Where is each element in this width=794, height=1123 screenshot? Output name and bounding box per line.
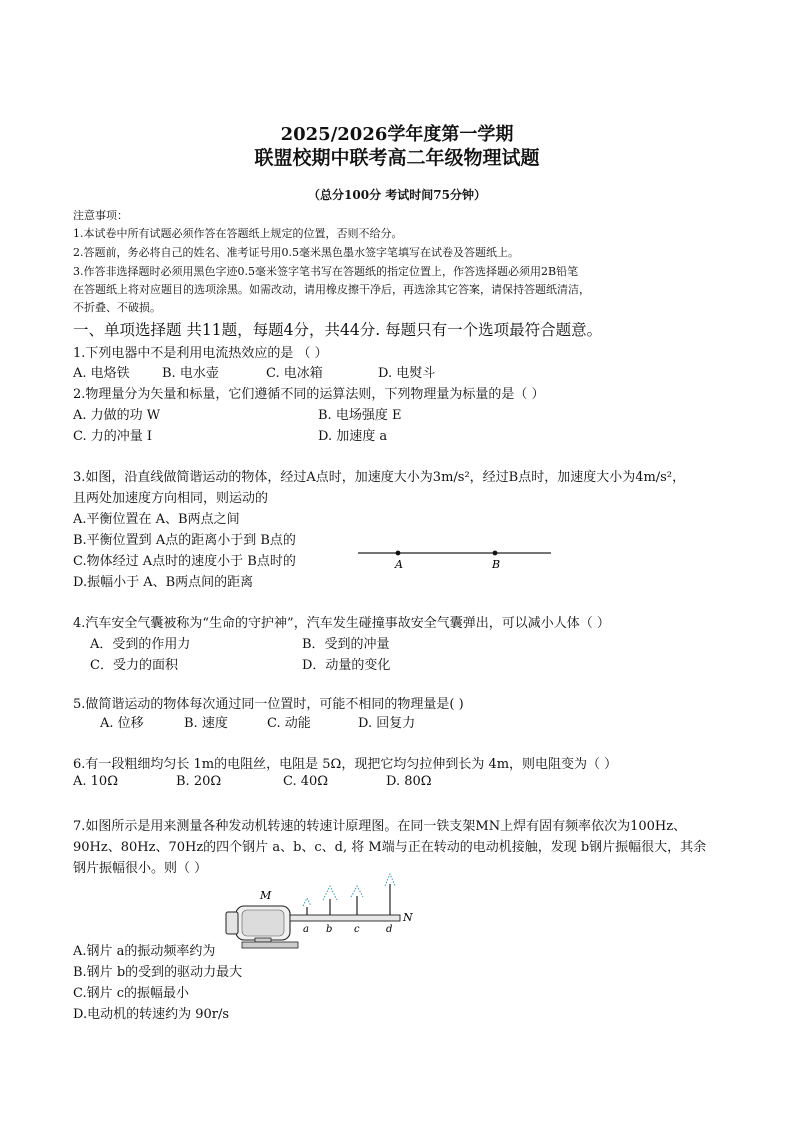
motor-base: [242, 942, 298, 948]
label-m: M: [260, 889, 272, 902]
label-reed-a: a: [303, 924, 309, 935]
exam-title-term: 2025/2026学年度第一学期: [280, 124, 514, 145]
point-b: [493, 551, 498, 556]
notice-item: 3.作答非选择题时必须用黑色字迹0.5毫米签字笔书写在答题纸的指定位置上，作答选择题必须用2B铅笔: [73, 265, 579, 278]
label-reed-d: d: [386, 924, 393, 935]
question-stem: 6.有一段粗细均匀长 1m的电阻丝，电阻是 5Ω，现把它均匀拉伸到长为 4m，则电阻变为（ ）: [73, 757, 618, 772]
question-stem: 90Hz、80Hz、70Hz的四个钢片 a、b、c、d, 将 M端与正在转动的电动机接触，发现 b钢片振幅很大，其余: [73, 840, 707, 855]
label-b: B: [492, 558, 501, 571]
motor-shading: [242, 910, 284, 936]
option-c: C.物体经过 A点时的速度小于 B点时的: [73, 554, 296, 569]
option-d: D. 电熨斗: [378, 366, 436, 381]
option-a: A. 电烙铁: [73, 366, 130, 381]
option-d: D. 80Ω: [386, 774, 432, 789]
question-stem: 钢片振幅很小。则（ ）: [73, 861, 208, 876]
option-d: D. 加速度 a: [318, 429, 388, 444]
option-b: B. 电场强度 E: [318, 408, 402, 423]
point-a: [396, 551, 401, 556]
motor-foot: [255, 938, 271, 942]
question-stem: 7.如图所示是用来测量各种发动机转速的转速计原理图。在同一铁支架MN上焊有固有频率依次为100Hz、: [73, 819, 687, 834]
option-b: B. 20Ω: [176, 774, 222, 789]
option-a: A．受到的作用力: [90, 637, 191, 652]
option-c: C. 电冰箱: [266, 366, 323, 381]
option-d: D.振幅小于 A、B两点间的距离: [73, 575, 254, 590]
question-stem: 3.如图，沿直线做简谐运动的物体，经过A点时，加速度大小为3m/s²，经过B点时，加速度大小为4m/s²，: [73, 470, 686, 485]
option-b: B.钢片 b的受到的驱动力最大: [73, 965, 243, 980]
option-b: B. 电水壶: [162, 366, 219, 381]
tachometer-figure: [215, 872, 415, 950]
option-b: B. 速度: [184, 716, 228, 731]
notice-heading: 注意事项：: [73, 209, 128, 222]
ab-line-figure: [355, 540, 555, 572]
question-stem: 2.物理量分为矢量和标量，它们遵循不同的运算法则，下列物理量为标量的是（ ）: [73, 387, 545, 402]
question-stem: 5.做简谐运动的物体每次通过同一位置时，可能不相同的物理量是( ): [73, 697, 464, 712]
option-c: C.钢片 c的振幅最小: [73, 986, 190, 1001]
option-c: C. 力的冲量 I: [73, 429, 153, 444]
option-a: A.平衡位置在 A、B两点之间: [73, 512, 240, 527]
label-reed-c: c: [354, 924, 360, 935]
notice-item: 不折叠、不破损。: [73, 301, 161, 314]
notice-item: 1.本试卷中所有试题必须作答在答题纸上规定的位置，否则不给分。: [73, 227, 403, 240]
exam-subtitle: （总分100分 考试时间75分钟）: [308, 188, 486, 202]
option-c: C. 动能: [267, 716, 311, 731]
option-d: D．动量的变化: [302, 658, 391, 673]
option-d: D. 回复力: [358, 716, 416, 731]
motor-end-cap: [226, 912, 238, 934]
question-stem: 且两处加速度方向相同，则运动的: [73, 491, 269, 506]
notice-item: 2.答题前，务必将自己的姓名、准考证号用0.5毫米黑色墨水签字笔填写在试卷及答题纸上。: [73, 246, 519, 259]
notice-item: 在答题纸上将对应题目的选项涂黑。如需改动，请用橡皮擦干净后，再选涂其它答案，请保持答题纸清洁，: [73, 283, 590, 296]
label-n: N: [403, 911, 413, 924]
option-a: A. 力做的功 W: [73, 408, 161, 423]
option-d: D.电动机的转速约为 90r/s: [73, 1007, 230, 1022]
option-a: A. 10Ω: [73, 774, 118, 789]
vibration-marks: [303, 874, 395, 906]
option-b: B．受到的冲量: [302, 637, 390, 652]
question-stem: 1.下列电器中不是利用电流热效应的是 （ ）: [73, 346, 328, 361]
label-reed-b: b: [326, 924, 333, 935]
option-c: C. 40Ω: [283, 774, 329, 789]
option-b: B.平衡位置到 A点的距离小于到 B点的: [73, 533, 296, 548]
option-a: A.钢片 a的振动频率约为: [73, 944, 216, 959]
section-heading: 一、单项选择题 共11题，每题4分，共44分. 每题只有一个选项最符合题意。: [73, 321, 603, 339]
frame-mn: [290, 915, 400, 921]
exam-title: 联盟校期中联考高二年级物理试题: [254, 147, 540, 169]
option-a: A. 位移: [100, 716, 144, 731]
label-a: A: [395, 558, 403, 571]
question-stem: 4.汽车安全气囊被称为“生命的守护神”，汽车发生碰撞事故安全气囊弹出，可以减小人体（ ）: [73, 616, 610, 631]
option-c: C．受力的面积: [90, 658, 178, 673]
